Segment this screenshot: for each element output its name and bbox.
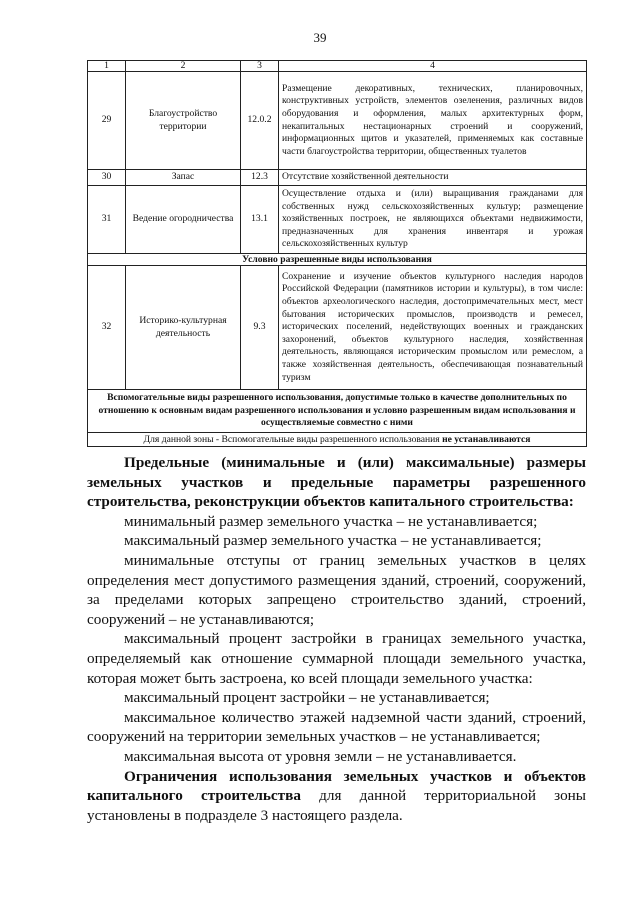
paragraph: максимальное количество этажей надземной части зданий, строений, сооружений на территории земельных участков – не устанавливается;: [87, 708, 586, 746]
table-note-row: [88, 432, 587, 446]
zone-note: [88, 432, 587, 446]
use-description: Отсутствие хозяйственной деятельности: [279, 170, 587, 186]
header-cell: 4: [279, 61, 587, 72]
row-number: 32: [88, 266, 126, 390]
row-number: 29: [88, 72, 126, 170]
header-cell: 3: [241, 61, 279, 72]
use-code: 13.1: [241, 186, 279, 254]
use-description: Осуществление отдыха и (или) выращивания гражданами для собственных нужд сельскохозяйственных культур; размещение хозяйственных построек, не являющихся объектами недвижимости, предназначенных для хранения инвентаря и урожая сельскохозяйственных культур: [279, 186, 587, 254]
use-name: Запас: [126, 170, 241, 186]
zone-note-prefix: Для данной зоны - Вспомогательные виды разрешенного использования: [143, 433, 443, 445]
table-row: [88, 72, 587, 170]
row-number: 30: [88, 170, 126, 186]
table-row: [88, 170, 587, 186]
restrictions-bold: Ограничения использования земельных участков и объектов капитального строительства: [87, 767, 586, 805]
table-row: [88, 186, 587, 254]
use-code: 9.3: [241, 266, 279, 390]
auxiliary-uses-heading: Вспомогательные виды разрешенного использования, допустимые только в качестве дополнительных по отношению к основным видам разрешенного использования и условно разрешенным видам использования и осуществляемые совместно с ними: [88, 390, 587, 433]
use-code: 12.3: [241, 170, 279, 186]
conditional-uses-heading: Условно разрешенные виды использования: [88, 254, 587, 266]
restrictions-paragraph: [87, 767, 586, 826]
table-header-row: [88, 61, 587, 72]
table-section-row: [88, 390, 587, 433]
paragraph: минимальные отступы от границ земельных участков в целях определения мест допустимого размещения зданий, строений, сооружений, за пределами которых запрещено строительство зданий, строений, сооружений – не устанавливаются;: [87, 551, 586, 628]
header-cell: 1: [88, 61, 126, 72]
use-description: Размещение декоративных, технических, планировочных, конструктивных устройств, элементов озеленения, различных видов оборудования и оформления, малых архитектурных форм, некапитальных нестационарных строений и сооружений, информационных щитов и указателей, применяемых как составные части благоустройства территории, общественных туалетов: [279, 72, 587, 170]
use-description: Сохранение и изучение объектов культурного наследия народов Российской Федерации (памятников истории и культуры), в том числе: объектов археологического наследия, достопримечательных мест, мест бытования исторических промыслов, производств и ремесел, исторических поселений, недействующих военных и гражданских захоронений, объектов культурного наследия, хозяйственная деятельность, являющаяся историческим промыслом или ремеслом, а также хозяйственная деятельность, обеспечивающая познавательный туризм: [279, 266, 587, 390]
land-use-table: [87, 60, 587, 447]
use-code: 12.0.2: [241, 72, 279, 170]
header-cell: 2: [126, 61, 241, 72]
paragraph: максимальный процент застройки в границах земельного участка, определяемый как отношение суммарной площади земельного участка, которая может быть застроена, ко всей площади земельного участка:: [87, 630, 586, 687]
parameters-heading: Предельные (минимальные и (или) максимальные) размеры земельных участков и предельные параметры разрешенного строительства, реконструкции объектов капитального строительства:: [87, 454, 586, 511]
use-name: Историко-культурная деятельность: [126, 266, 241, 390]
table-section-row: [88, 254, 587, 266]
paragraph: максимальный размер земельного участка – не устанавливается;: [124, 532, 542, 550]
page-number: 39: [313, 30, 327, 45]
table-row: [88, 266, 587, 390]
restrictions-rest: для данной территориальной зоны установлены в подразделе 3 настоящего раздела.: [87, 787, 586, 824]
row-number: 31: [88, 186, 126, 254]
paragraph: минимальный размер земельного участка – не устанавливается;: [124, 512, 538, 530]
zone-note-bold: не устанавливаются: [442, 433, 531, 445]
use-name: Благоустройство территории: [126, 72, 241, 170]
paragraph: максимальный процент застройки – не устанавливается;: [124, 689, 490, 707]
use-name: Ведение огородничества: [126, 186, 241, 254]
parameters-section: [87, 453, 586, 825]
paragraph: максимальная высота от уровня земли – не устанавливается.: [124, 747, 517, 765]
